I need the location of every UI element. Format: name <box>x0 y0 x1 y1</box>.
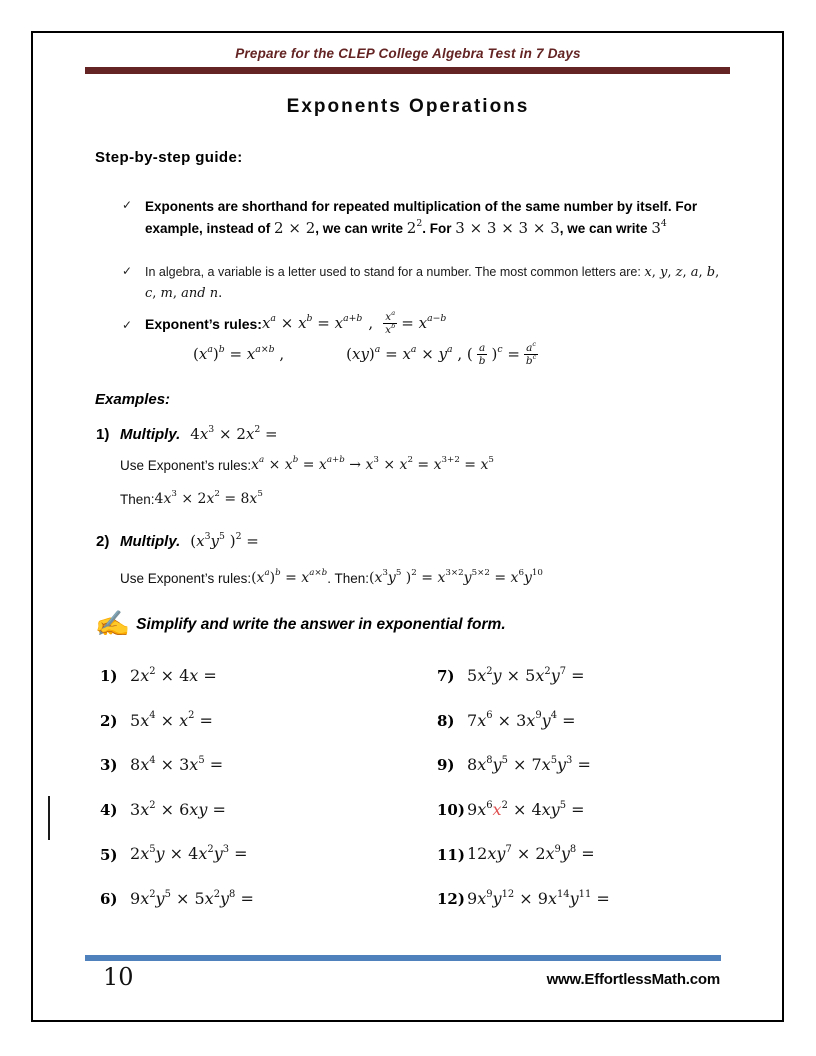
fraction-denominator: $b^c$ <box>525 352 537 368</box>
math-expression: ($x^3y^5$ )$^2 = x^{3\times 2}y^{5\times 2} = x^6y^{10}$ <box>369 568 543 586</box>
fraction <box>383 308 397 337</box>
margin-mark <box>48 796 50 840</box>
math-inline: $3^4$ <box>651 218 667 237</box>
running-head: Prepare for the CLEP College Algebra Test in 7 Days <box>235 46 581 61</box>
guide-bullet-exponents <box>122 196 730 240</box>
math-expression: $x^a \times x^b = x^{a+b} \to x^3 \times x^2 = x^{3+2} = x^5$ <box>251 455 494 473</box>
fraction-numerator: $x^a$ <box>385 308 396 323</box>
problem-expression: $3x^2 \times 6xy$ = <box>130 799 226 819</box>
page-title: Exponents Operations <box>286 96 530 117</box>
rules-label: Exponent’s rules: <box>145 315 262 332</box>
problem-number: 5) <box>100 845 118 864</box>
guide-bullet-variables <box>122 262 730 304</box>
fraction <box>524 339 538 368</box>
step-guide-heading: Step-by-step guide: <box>95 149 243 166</box>
bullet-text <box>145 308 730 337</box>
red-variable: x <box>492 799 502 819</box>
checkmark-icon: ✓ <box>122 264 133 278</box>
problem-row-8 <box>437 699 610 744</box>
checkmark-icon: ✓ <box>122 317 133 332</box>
problem-expression: $8x^8y^5 \times 7x^5y^3$ = <box>467 754 591 775</box>
problem-number: 10) <box>437 801 465 820</box>
exercise-prompt <box>94 610 506 638</box>
problem-expression: $2x^2 \times 4x$ = <box>130 665 217 686</box>
math-inline: 2 × 2 <box>274 219 316 237</box>
step-label: Use Exponent’s rules: <box>120 570 252 586</box>
guide-bullet-rules <box>122 308 730 337</box>
problem-row-10 <box>437 788 610 833</box>
math-inline: = $x^{a-b}$ <box>401 313 447 332</box>
math-inline: $2^2$ <box>406 218 423 237</box>
problem-row-11 <box>437 832 610 877</box>
step-label: Use Exponent’s rules: <box>120 457 252 473</box>
page-number: 10 <box>103 963 134 991</box>
math-expression: $4x^3 \times 2x^2 = 8x^5$ <box>154 489 263 507</box>
problem-row-9 <box>437 743 610 788</box>
math-part: $^2 \times 4xy^5$ = <box>501 799 585 819</box>
rules-second-line <box>193 339 542 368</box>
problem-number: 9) <box>437 756 455 775</box>
problem-number: 11) <box>437 845 465 864</box>
fraction-denominator: $x^b$ <box>385 321 396 337</box>
problem-expression: $9x^2y^5 \times 5x^2y^8$ = <box>130 888 254 909</box>
problem-row-6 <box>100 877 254 922</box>
examples-heading: Examples: <box>95 391 171 408</box>
problem-number: 8) <box>437 711 455 730</box>
fraction-numerator: $a^c$ <box>526 339 537 354</box>
example-verb: Multiply. <box>120 533 181 551</box>
example-number: 2) <box>96 533 110 551</box>
problem-number: 1) <box>100 667 118 686</box>
math-inline: $(xy)^a = x^a \times y^a$ , ( <box>346 344 473 363</box>
problem-expression: $5x^4 \times x^2$ = <box>130 710 213 730</box>
example-2-step <box>120 570 543 586</box>
problems-left-column <box>100 654 254 922</box>
example-1-result <box>120 491 263 507</box>
example-1-step <box>120 457 494 473</box>
bullet-text <box>145 196 730 240</box>
bullet-text-part: , we can write <box>559 221 652 236</box>
problem-expression: $5x^2y \times 5x^2y^7$ = <box>467 665 585 686</box>
math-inline: $x^a \times x^b = x^{a+b}$ <box>261 313 363 332</box>
math-expression: ($x^3y^5$ )$^2$ = <box>190 531 259 550</box>
math-inline: x, y, z, a, b, c, m, and n. <box>145 265 720 301</box>
writing-hand-icon: ✍ <box>94 610 131 638</box>
problem-expression: $7x^6 \times 3x^9y^4$ = <box>467 710 576 730</box>
header-rule <box>85 67 730 74</box>
problem-row-2 <box>100 699 254 744</box>
math-expression: $(x^a)^b = x^{a\times b}$ <box>251 568 328 586</box>
checkmark-icon: ✓ <box>122 198 133 212</box>
exercise-prompt-text: Simplify and write the answer in exponential form. <box>136 615 506 633</box>
step-label: . Then: <box>327 570 369 586</box>
example-1-title <box>96 426 278 443</box>
problem-expression: $12xy^7 \times 2x^9y^8$ = <box>467 844 595 864</box>
footer-rule <box>85 955 721 961</box>
problem-row-4 <box>100 788 254 833</box>
problem-row-7 <box>437 654 610 699</box>
problem-expression: $8x^4 \times 3x^5$ = <box>130 754 224 775</box>
math-part: $9x^6$ <box>467 799 493 819</box>
bullet-text <box>145 262 730 304</box>
fraction-numerator: a <box>478 342 486 354</box>
example-2-title <box>96 533 259 550</box>
fraction <box>477 342 488 367</box>
bullet-text-part: . For <box>422 221 456 236</box>
problem-row-12 <box>437 877 610 922</box>
footer-website: www.EffortlessMath.com <box>546 971 720 988</box>
problem-number: 6) <box>100 890 118 909</box>
step-label: Then: <box>120 491 155 507</box>
problem-number: 3) <box>100 756 118 775</box>
problem-number: 7) <box>437 667 455 686</box>
problem-number: 4) <box>100 801 118 820</box>
problem-expression: $9x^9y^{12} \times 9x^{14}y^{11}$ = <box>467 888 610 909</box>
math-comma: , <box>368 313 374 332</box>
problem-expression: $2x^5y \times 4x^2y^3$ = <box>130 844 248 864</box>
problem-row-1 <box>100 654 254 699</box>
math-inline: )$^c$ = <box>491 344 520 363</box>
bullet-text-part: , we can write <box>315 221 407 236</box>
math-expression: $4x^3 \times 2x^2$ = <box>190 424 278 443</box>
problem-number: 12) <box>437 890 465 909</box>
fraction-denominator: b <box>478 355 486 368</box>
problem-row-3 <box>100 743 254 788</box>
bullet-text-part: Exponents are shorthand for repeated multiplication of the same number by itself. For example, instead of <box>145 199 698 236</box>
example-number: 1) <box>96 426 110 444</box>
math-inline: $(x^a)^b = x^{a\times b}$ , <box>193 344 285 363</box>
math-inline: 3 × 3 × 3 × 3 <box>455 219 560 237</box>
example-verb: Multiply. <box>120 426 181 444</box>
problems-right-column <box>437 654 610 922</box>
problem-number: 2) <box>100 711 118 730</box>
problem-expression <box>467 801 585 819</box>
bullet-text-part: In algebra, a variable is a letter used to stand for a number. The most common letters are: <box>145 265 645 279</box>
problem-row-5 <box>100 832 254 877</box>
